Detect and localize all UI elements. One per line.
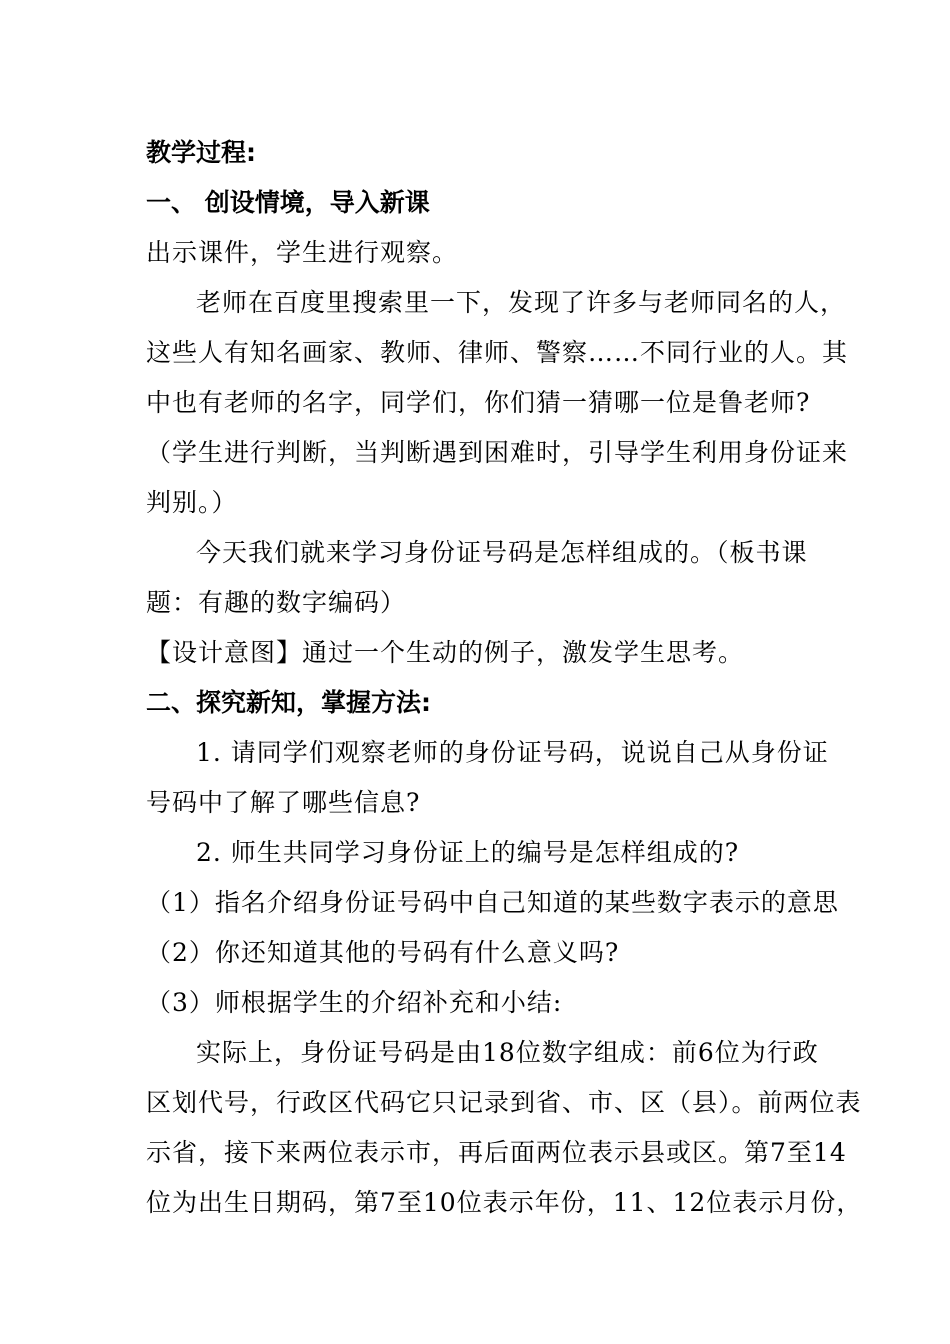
paragraph-line: 这些人有知名画家、教师、律师、警察……不同行业的人。其 — [146, 338, 849, 367]
paragraph-line: 示省，接下来两位表示市，再后面两位表示县或区。第7至14 — [146, 1138, 847, 1167]
paragraph-line: 实际上，身份证号码是由18位数字组成：前6位为行政 — [196, 1038, 819, 1067]
paragraph-line: 1. 请同学们观察老师的身份证号码，说说自己从身份证 — [196, 738, 829, 767]
paragraph-line: 今天我们就来学习身份证号码是怎样组成的。（板书课 — [196, 538, 808, 567]
paragraph-line: 判别。） — [146, 488, 238, 517]
paragraph-line: 中也有老师的名字，同学们，你们猜一猜哪一位是鲁老师? — [146, 388, 811, 417]
paragraph-line: 区划代号，行政区代码它只记录到省、市、区（县）。前两位表 — [146, 1088, 862, 1117]
section-2-title: 二、探究新知，掌握方法: — [146, 688, 431, 717]
paragraph-line: 号码中了解了哪些信息? — [146, 788, 421, 817]
design-intent-line: 【设计意图】通过一个生动的例子，激发学生思考。 — [146, 638, 745, 667]
paragraph-line: 2. 师生共同学习身份证上的编号是怎样组成的? — [196, 838, 740, 867]
document-page — [146, 128, 863, 1228]
section-1-title: 一、 创设情境，导入新课 — [146, 188, 430, 217]
list-item: （1）指名介绍身份证号码中自己知道的某些数字表示的意思 — [146, 888, 839, 917]
paragraph-line: （学生进行判断，当判断遇到困难时，引导学生利用身份证来 — [146, 438, 849, 467]
paragraph-line: 老师在百度里搜索里一下，发现了许多与老师同名的人， — [196, 288, 847, 317]
list-item: （2）你还知道其他的号码有什么意义吗? — [146, 938, 620, 967]
paragraph-line: 位为出生日期码，第7至10位表示年份，11、12位表示月份， — [146, 1188, 863, 1217]
paragraph-line: 题：有趣的数字编码） — [146, 588, 407, 617]
heading-teaching-process: 教学过程: — [146, 138, 256, 167]
paragraph-line: 出示课件，学生进行观察。 — [146, 238, 459, 267]
list-item: （3）师根据学生的介绍补充和小结: — [146, 988, 563, 1017]
